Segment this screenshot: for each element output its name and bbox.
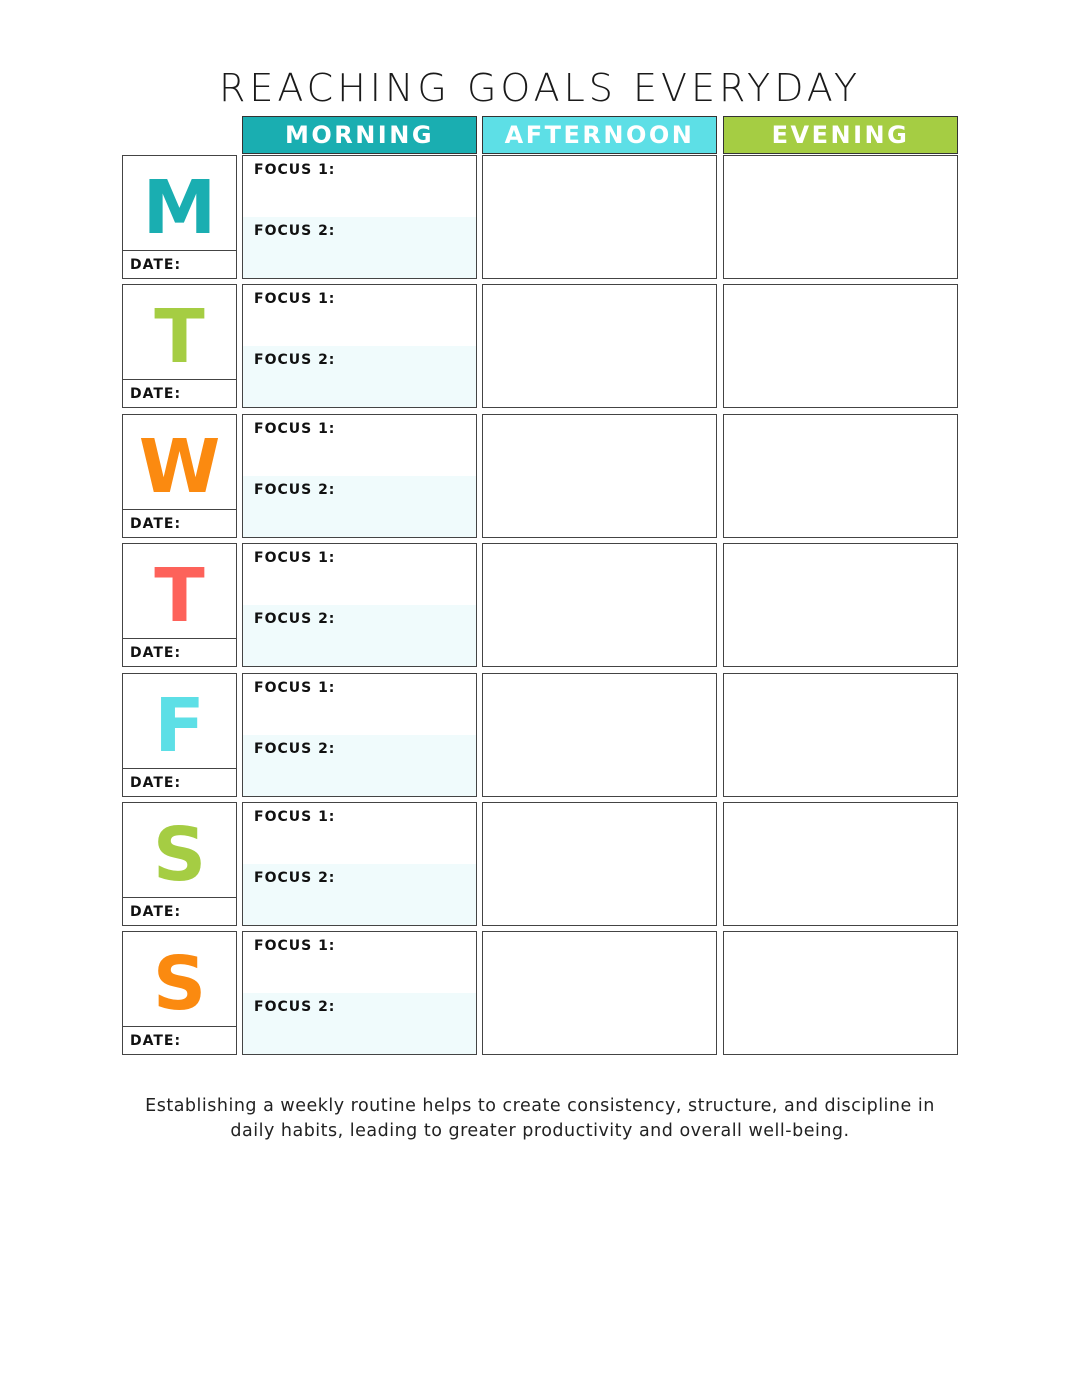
focus-2-label: FOCUS 2: [254, 741, 336, 757]
focus-2-label: FOCUS 2: [254, 223, 336, 239]
focus-2-label: FOCUS 2: [254, 482, 336, 498]
afternoon-cell[interactable] [482, 284, 717, 408]
focus-1-label: FOCUS 1: [254, 421, 336, 437]
day-letter: M [142, 165, 217, 251]
focus-1-label: FOCUS 1: [254, 809, 336, 825]
day-box-tuesday [122, 284, 237, 408]
day-box-friday [122, 673, 237, 797]
focus-2-label: FOCUS 2: [254, 870, 336, 886]
evening-cell[interactable] [723, 931, 958, 1055]
evening-cell[interactable] [723, 414, 958, 538]
day-box-sunday [122, 931, 237, 1055]
date-field[interactable]: DATE: [123, 509, 236, 537]
focus-2-label: FOCUS 2: [254, 611, 336, 627]
focus-1-label: FOCUS 1: [254, 680, 336, 696]
day-box-saturday [122, 802, 237, 926]
header-morning: MORNING [242, 116, 477, 154]
focus-1-label: FOCUS 1: [254, 291, 336, 307]
morning-cell[interactable] [242, 673, 477, 797]
focus-1-label: FOCUS 1: [254, 550, 336, 566]
date-field[interactable]: DATE: [123, 250, 236, 278]
focus-2-label: FOCUS 2: [254, 999, 336, 1015]
morning-cell[interactable] [242, 543, 477, 667]
day-letter: F [154, 683, 205, 769]
focus-1-label: FOCUS 1: [254, 938, 336, 954]
evening-cell[interactable] [723, 543, 958, 667]
header-evening: EVENING [723, 116, 958, 154]
morning-cell[interactable] [242, 931, 477, 1055]
page-title: REACHING GOALS EVERYDAY [218, 66, 862, 110]
date-field[interactable]: DATE: [123, 897, 236, 925]
morning-cell[interactable] [242, 414, 477, 538]
date-field[interactable]: DATE: [123, 638, 236, 666]
afternoon-cell[interactable] [482, 155, 717, 279]
focus-1-label: FOCUS 1: [254, 162, 336, 178]
evening-cell[interactable] [723, 673, 958, 797]
day-box-thursday [122, 543, 237, 667]
afternoon-cell[interactable] [482, 802, 717, 926]
date-field[interactable]: DATE: [123, 379, 236, 407]
day-box-monday [122, 155, 237, 279]
day-box-wednesday [122, 414, 237, 538]
day-letter: S [152, 941, 207, 1027]
afternoon-cell[interactable] [482, 543, 717, 667]
afternoon-cell[interactable] [482, 673, 717, 797]
focus-2-label: FOCUS 2: [254, 352, 336, 368]
footer-note: Establishing a weekly routine helps to create consistency, structure, and discipline in daily habits, leading to greater productivity and overall well-being. [145, 1096, 935, 1141]
header-afternoon: AFTERNOON [482, 116, 717, 154]
evening-cell[interactable] [723, 802, 958, 926]
day-letter: W [138, 424, 221, 510]
morning-cell[interactable] [242, 284, 477, 408]
day-letter: T [154, 294, 205, 380]
evening-cell[interactable] [723, 155, 958, 279]
date-field[interactable]: DATE: [123, 768, 236, 796]
day-letter: T [154, 553, 205, 639]
evening-cell[interactable] [723, 284, 958, 408]
afternoon-cell[interactable] [482, 414, 717, 538]
day-letter: S [152, 812, 207, 898]
morning-cell[interactable] [242, 155, 477, 279]
afternoon-cell[interactable] [482, 931, 717, 1055]
date-field[interactable]: DATE: [123, 1026, 236, 1054]
morning-cell[interactable] [242, 802, 477, 926]
